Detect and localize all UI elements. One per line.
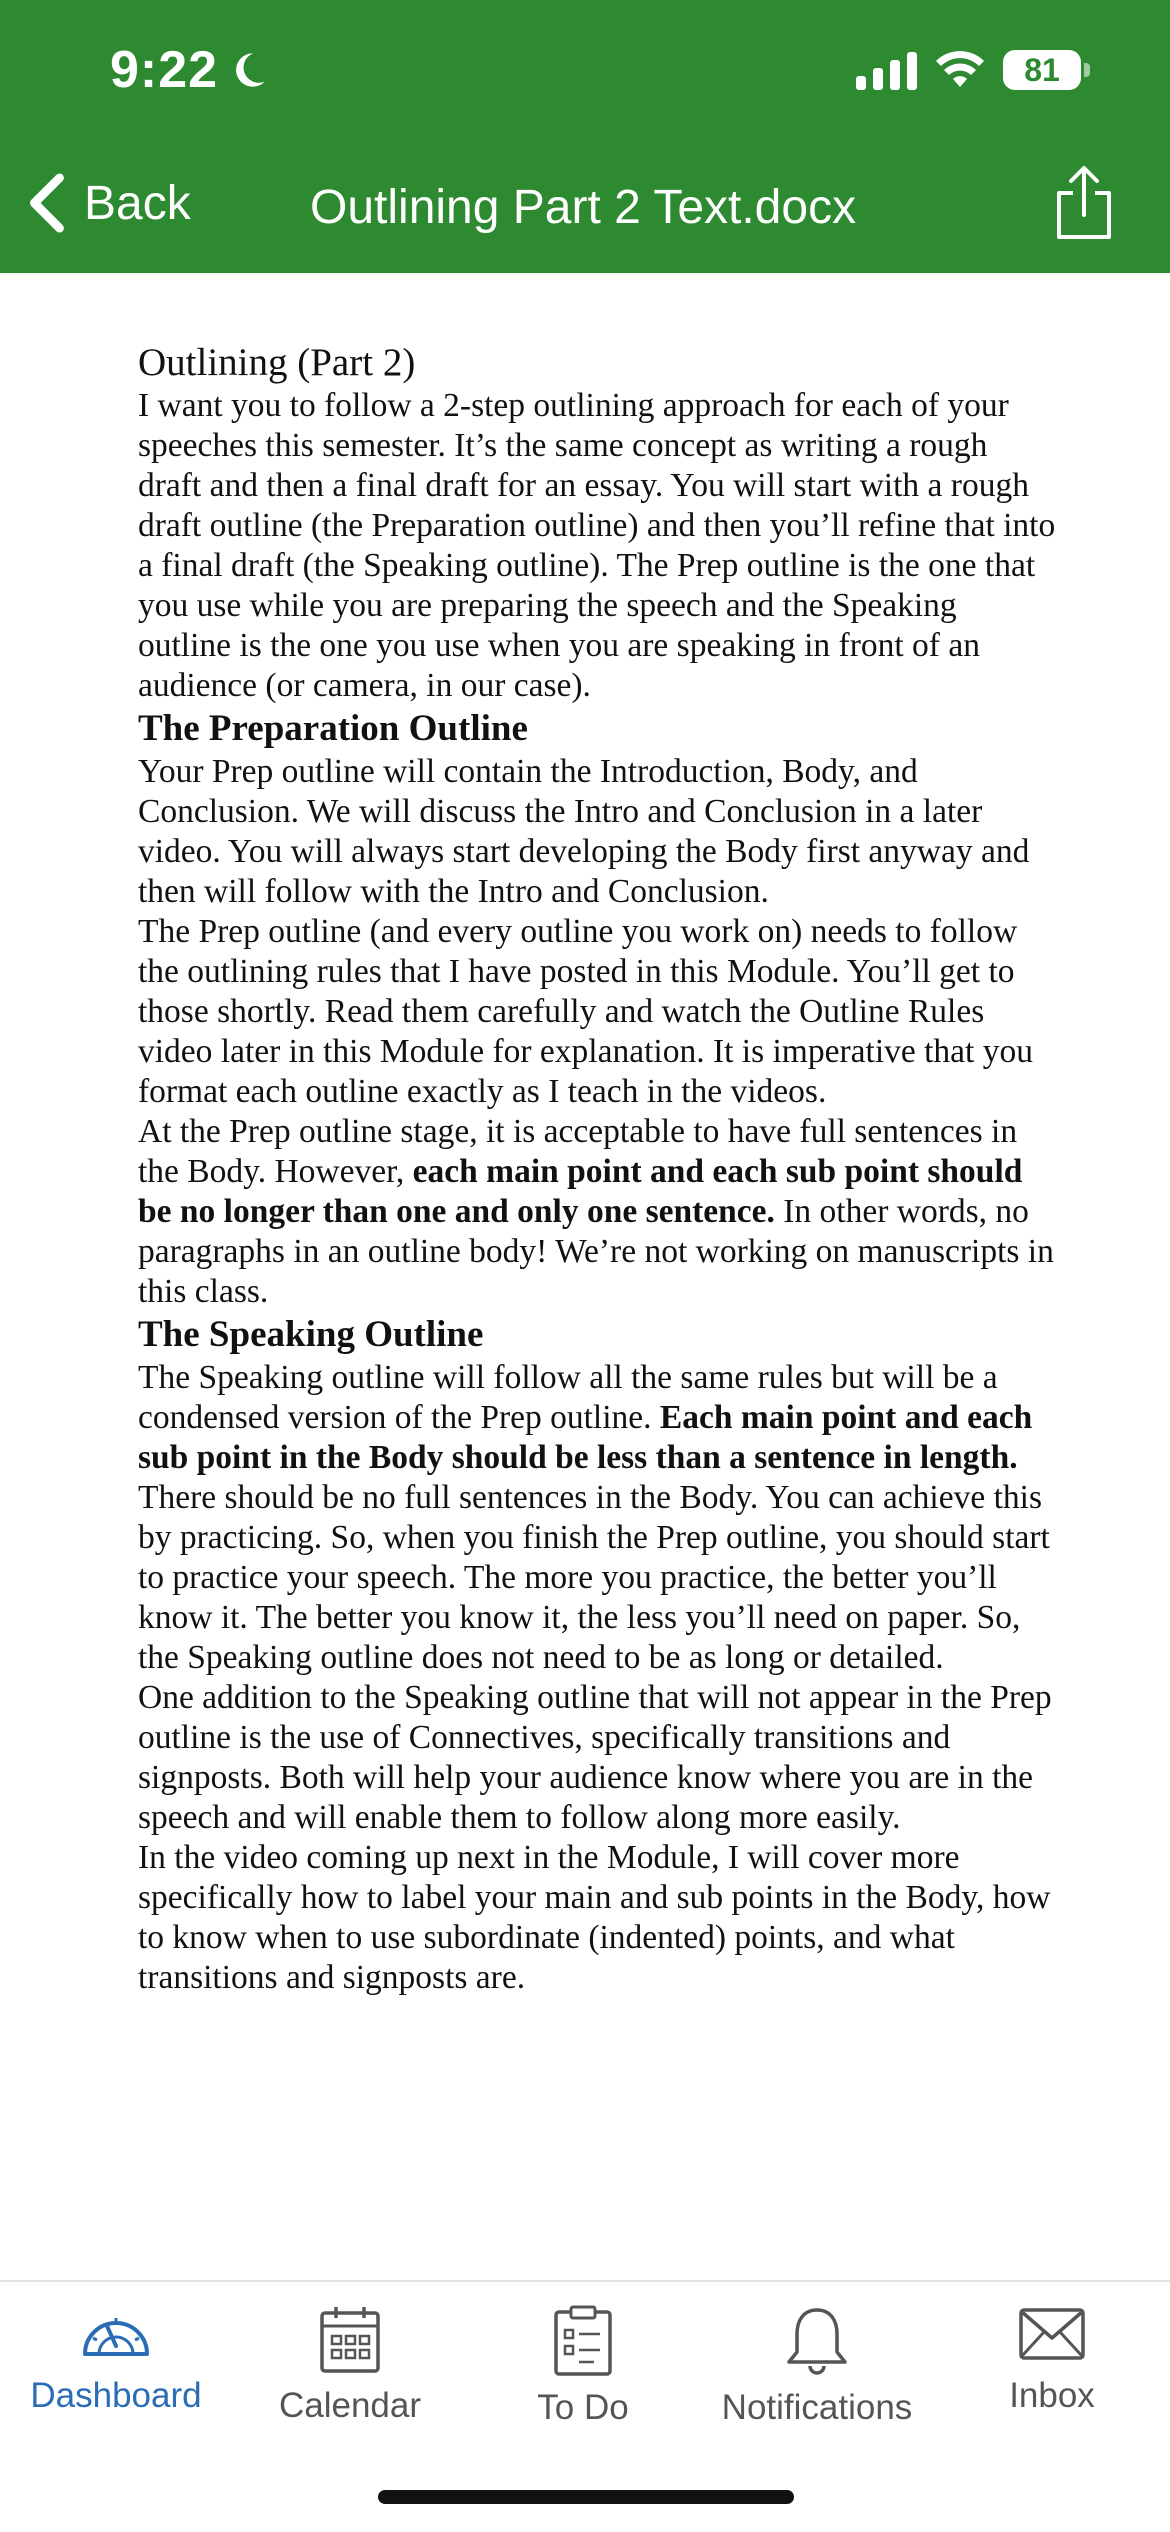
paragraph bbox=[138, 1112, 1058, 1312]
cellular-signal-icon bbox=[856, 50, 917, 90]
tab-label: Notifications bbox=[721, 2388, 913, 2427]
status-time-group bbox=[110, 40, 268, 100]
header-bar bbox=[0, 0, 1170, 273]
bold-text: each main point and each sub point should be no longer than one and only one sentence. bbox=[138, 1153, 1023, 1230]
status-time: 9:22 bbox=[110, 41, 219, 99]
battery-icon bbox=[1003, 50, 1090, 90]
bell-icon bbox=[784, 2304, 850, 2376]
document-title: Outlining Part 2 Text.docx bbox=[310, 181, 857, 234]
dashboard-icon bbox=[79, 2304, 153, 2364]
tab-label: To Do bbox=[537, 2388, 629, 2427]
mail-icon bbox=[1017, 2304, 1087, 2364]
paragraph: The Prep outline (and every outline you work on) needs to follow the outlining rules that I have posted in this Module. You’ll get to those shortly. Read them carefully and watch the Outline Rules video later in this Module for explanation. It is imperative that you format each outline exactly as I teach in the videos. bbox=[138, 913, 1033, 1110]
home-indicator[interactable] bbox=[378, 2490, 794, 2504]
section-heading-preparation: The Preparation Outline bbox=[138, 708, 528, 749]
paragraph: Your Prep outline will contain the Introduction, Body, and Conclusion. We will discuss the Intro and Conclusion in a later video. You will always start developing the Body first anyway and then will follow with the Intro and Conclusion. bbox=[138, 753, 1030, 910]
todo-icon bbox=[552, 2304, 614, 2376]
section-heading-speaking: The Speaking Outline bbox=[138, 1314, 484, 1355]
text-run: At the Prep outline stage, it is acceptable to have full sentences in the Body. However, bbox=[138, 1113, 1018, 1190]
tab-dashboard[interactable] bbox=[28, 2304, 204, 2416]
text-run: In other words, no paragraphs in an outline body! We’re not working on manuscripts in this class. bbox=[138, 1193, 1054, 1310]
bold-text: Each main point and each sub point in the Body should be less than a sentence in length. bbox=[138, 1399, 1033, 1476]
paragraph: In the video coming up next in the Module, I will cover more specifically how to label your main and sub points in the Body, how to know when to use subordinate (indented) points, and what transitions and signposts are. bbox=[138, 1839, 1051, 1996]
tab-notifications[interactable] bbox=[712, 2304, 922, 2428]
calendar-icon bbox=[319, 2304, 381, 2374]
paragraph: One addition to the Speaking outline that will not appear in the Prep outline is the use of Connectives, specifically transitions and signposts. Both will help your audience know where you are in the speech and will enable them to follow along more easily. bbox=[138, 1679, 1052, 1836]
tab-label: Inbox bbox=[1009, 2376, 1095, 2415]
doc-intro: I want you to follow a 2-step outlining approach for each of your speeches this semester. It’s the same concept as writing a rough draft and then a final draft for an essay. You will start with a rough draft outline (the Preparation outline) and then you’ll refine that into a final draft (the Speaking outline). The Prep outline is the one that you use while you are preparing the speech and the Speaking outline is the one you use when you are speaking in front of an audience (or camera, in our case). bbox=[138, 387, 1056, 704]
doc-title: Outlining (Part 2) bbox=[138, 341, 416, 384]
document-body bbox=[138, 340, 1058, 1998]
share-icon[interactable] bbox=[1053, 165, 1115, 241]
back-label: Back bbox=[84, 176, 191, 230]
tab-label: Dashboard bbox=[30, 2376, 202, 2415]
tab-todo[interactable] bbox=[508, 2304, 658, 2428]
text-run: The Speaking outline will follow all the same rules but will be a condensed version of the Prep outline. bbox=[138, 1359, 998, 1436]
back-button[interactable] bbox=[24, 172, 191, 234]
paragraph bbox=[138, 1358, 1058, 1678]
moon-icon bbox=[228, 50, 268, 90]
tab-calendar[interactable] bbox=[270, 2304, 430, 2426]
status-indicators bbox=[856, 50, 1090, 90]
tab-inbox[interactable] bbox=[990, 2304, 1114, 2416]
tab-label: Calendar bbox=[278, 2386, 422, 2425]
text-run: There should be no full sentences in the Body. You can achieve this by practicing. So, when you finish the Prep outline, you should start to practice your speech. The more you practice, the better you’ll know it. The better you know it, the less you’ll need on paper. So, the Speaking outline does not need to be as long or detailed. bbox=[138, 1479, 1050, 1676]
battery-level: 81 bbox=[1003, 50, 1081, 90]
wifi-icon bbox=[935, 51, 985, 89]
chevron-left-icon bbox=[24, 172, 68, 234]
